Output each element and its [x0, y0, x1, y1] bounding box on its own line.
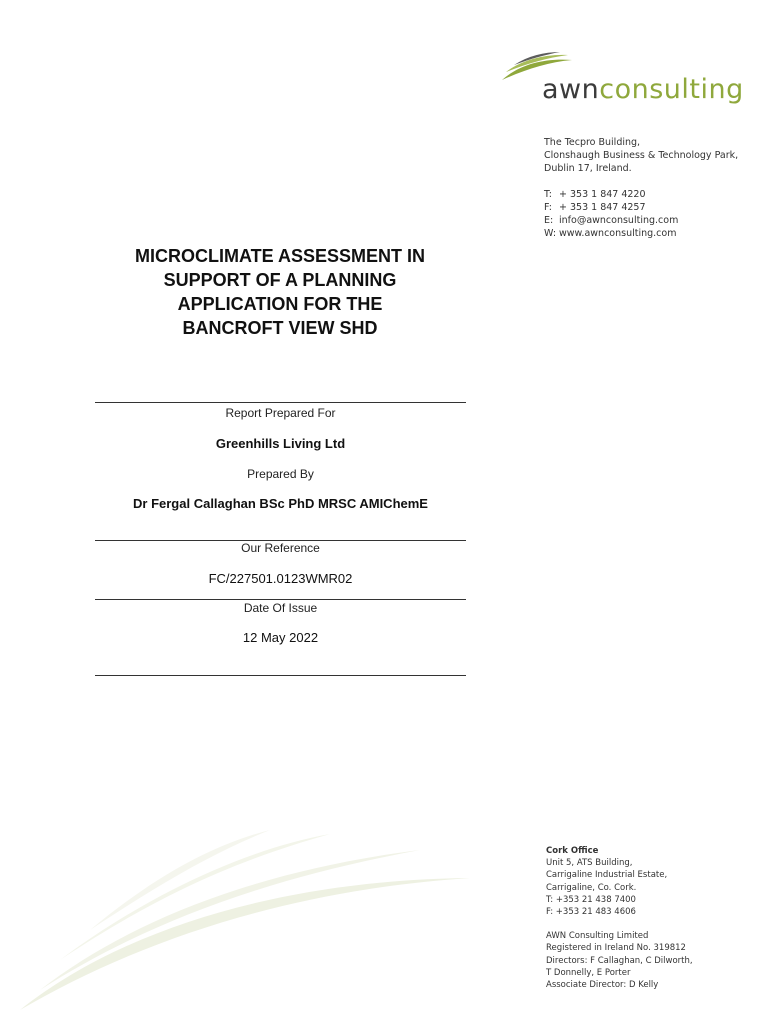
title-line: MICROCLIMATE ASSESSMENT IN: [134, 246, 425, 266]
title-line: BANCROFT VIEW SHD: [182, 318, 378, 338]
reference-label: Our Reference: [241, 541, 320, 555]
company-heading: AWN Consulting Limited: [546, 931, 649, 942]
cork-office-line: Carrigaline Industrial Estate,: [546, 870, 668, 881]
logo-awn: awn: [542, 74, 600, 105]
cork-office-line: T: +353 21 438 7400: [546, 894, 636, 905]
prepared-by-value: Dr Fergal Callaghan BSc PhD MRSC AMIChemE: [133, 496, 428, 511]
cork-office-line: F: +353 21 483 4606: [546, 907, 636, 918]
cork-office-block: [546, 845, 693, 991]
address-line: The Tecpro Building,: [544, 137, 641, 148]
title-line: SUPPORT OF A PLANNING: [163, 270, 397, 290]
date-label: Date Of Issue: [243, 601, 318, 615]
decorative-swoosh-icon: [0, 820, 480, 1020]
contact-email: E: info@awnconsulting.com: [544, 215, 679, 226]
cork-office-line: Unit 5, ATS Building,: [546, 858, 633, 869]
contact-list: [544, 188, 738, 240]
contact-web: W: www.awnconsulting.com: [544, 228, 677, 239]
logo-consulting: consulting: [599, 74, 744, 105]
cork-office-heading: Cork Office: [546, 846, 599, 856]
address-line: Dublin 17, Ireland.: [544, 163, 632, 174]
head-office-address: [544, 136, 738, 240]
prepared-for-label: Report Prepared For: [225, 406, 336, 420]
company-logo: [500, 50, 744, 112]
cork-office-line: Carrigaline, Co. Cork.: [546, 882, 637, 893]
divider: [95, 675, 466, 676]
contact-fax: F: + 353 1 847 4257: [544, 202, 646, 213]
logo-wordmark: [542, 74, 744, 106]
spacer: [546, 918, 693, 930]
divider: [95, 599, 466, 600]
prepared-for-value: Greenhills Living Ltd: [215, 436, 346, 451]
reference-value: FC/227501.0123WMR02: [208, 571, 353, 586]
report-title: [95, 244, 465, 340]
company-line: Associate Director: D Kelly: [546, 980, 659, 991]
contact-phone: T: + 353 1 847 4220: [544, 189, 646, 200]
company-line: Directors: F Callaghan, C Dilworth,: [546, 955, 693, 966]
company-line: T Donnelly, E Porter: [546, 967, 631, 978]
address-line: Clonshaugh Business & Technology Park,: [544, 150, 739, 161]
company-line: Registered in Ireland No. 319812: [546, 943, 686, 954]
divider: [95, 402, 466, 403]
prepared-by-label: Prepared By: [247, 467, 314, 481]
date-value: 12 May 2022: [242, 630, 319, 645]
title-line: APPLICATION FOR THE: [177, 294, 383, 314]
